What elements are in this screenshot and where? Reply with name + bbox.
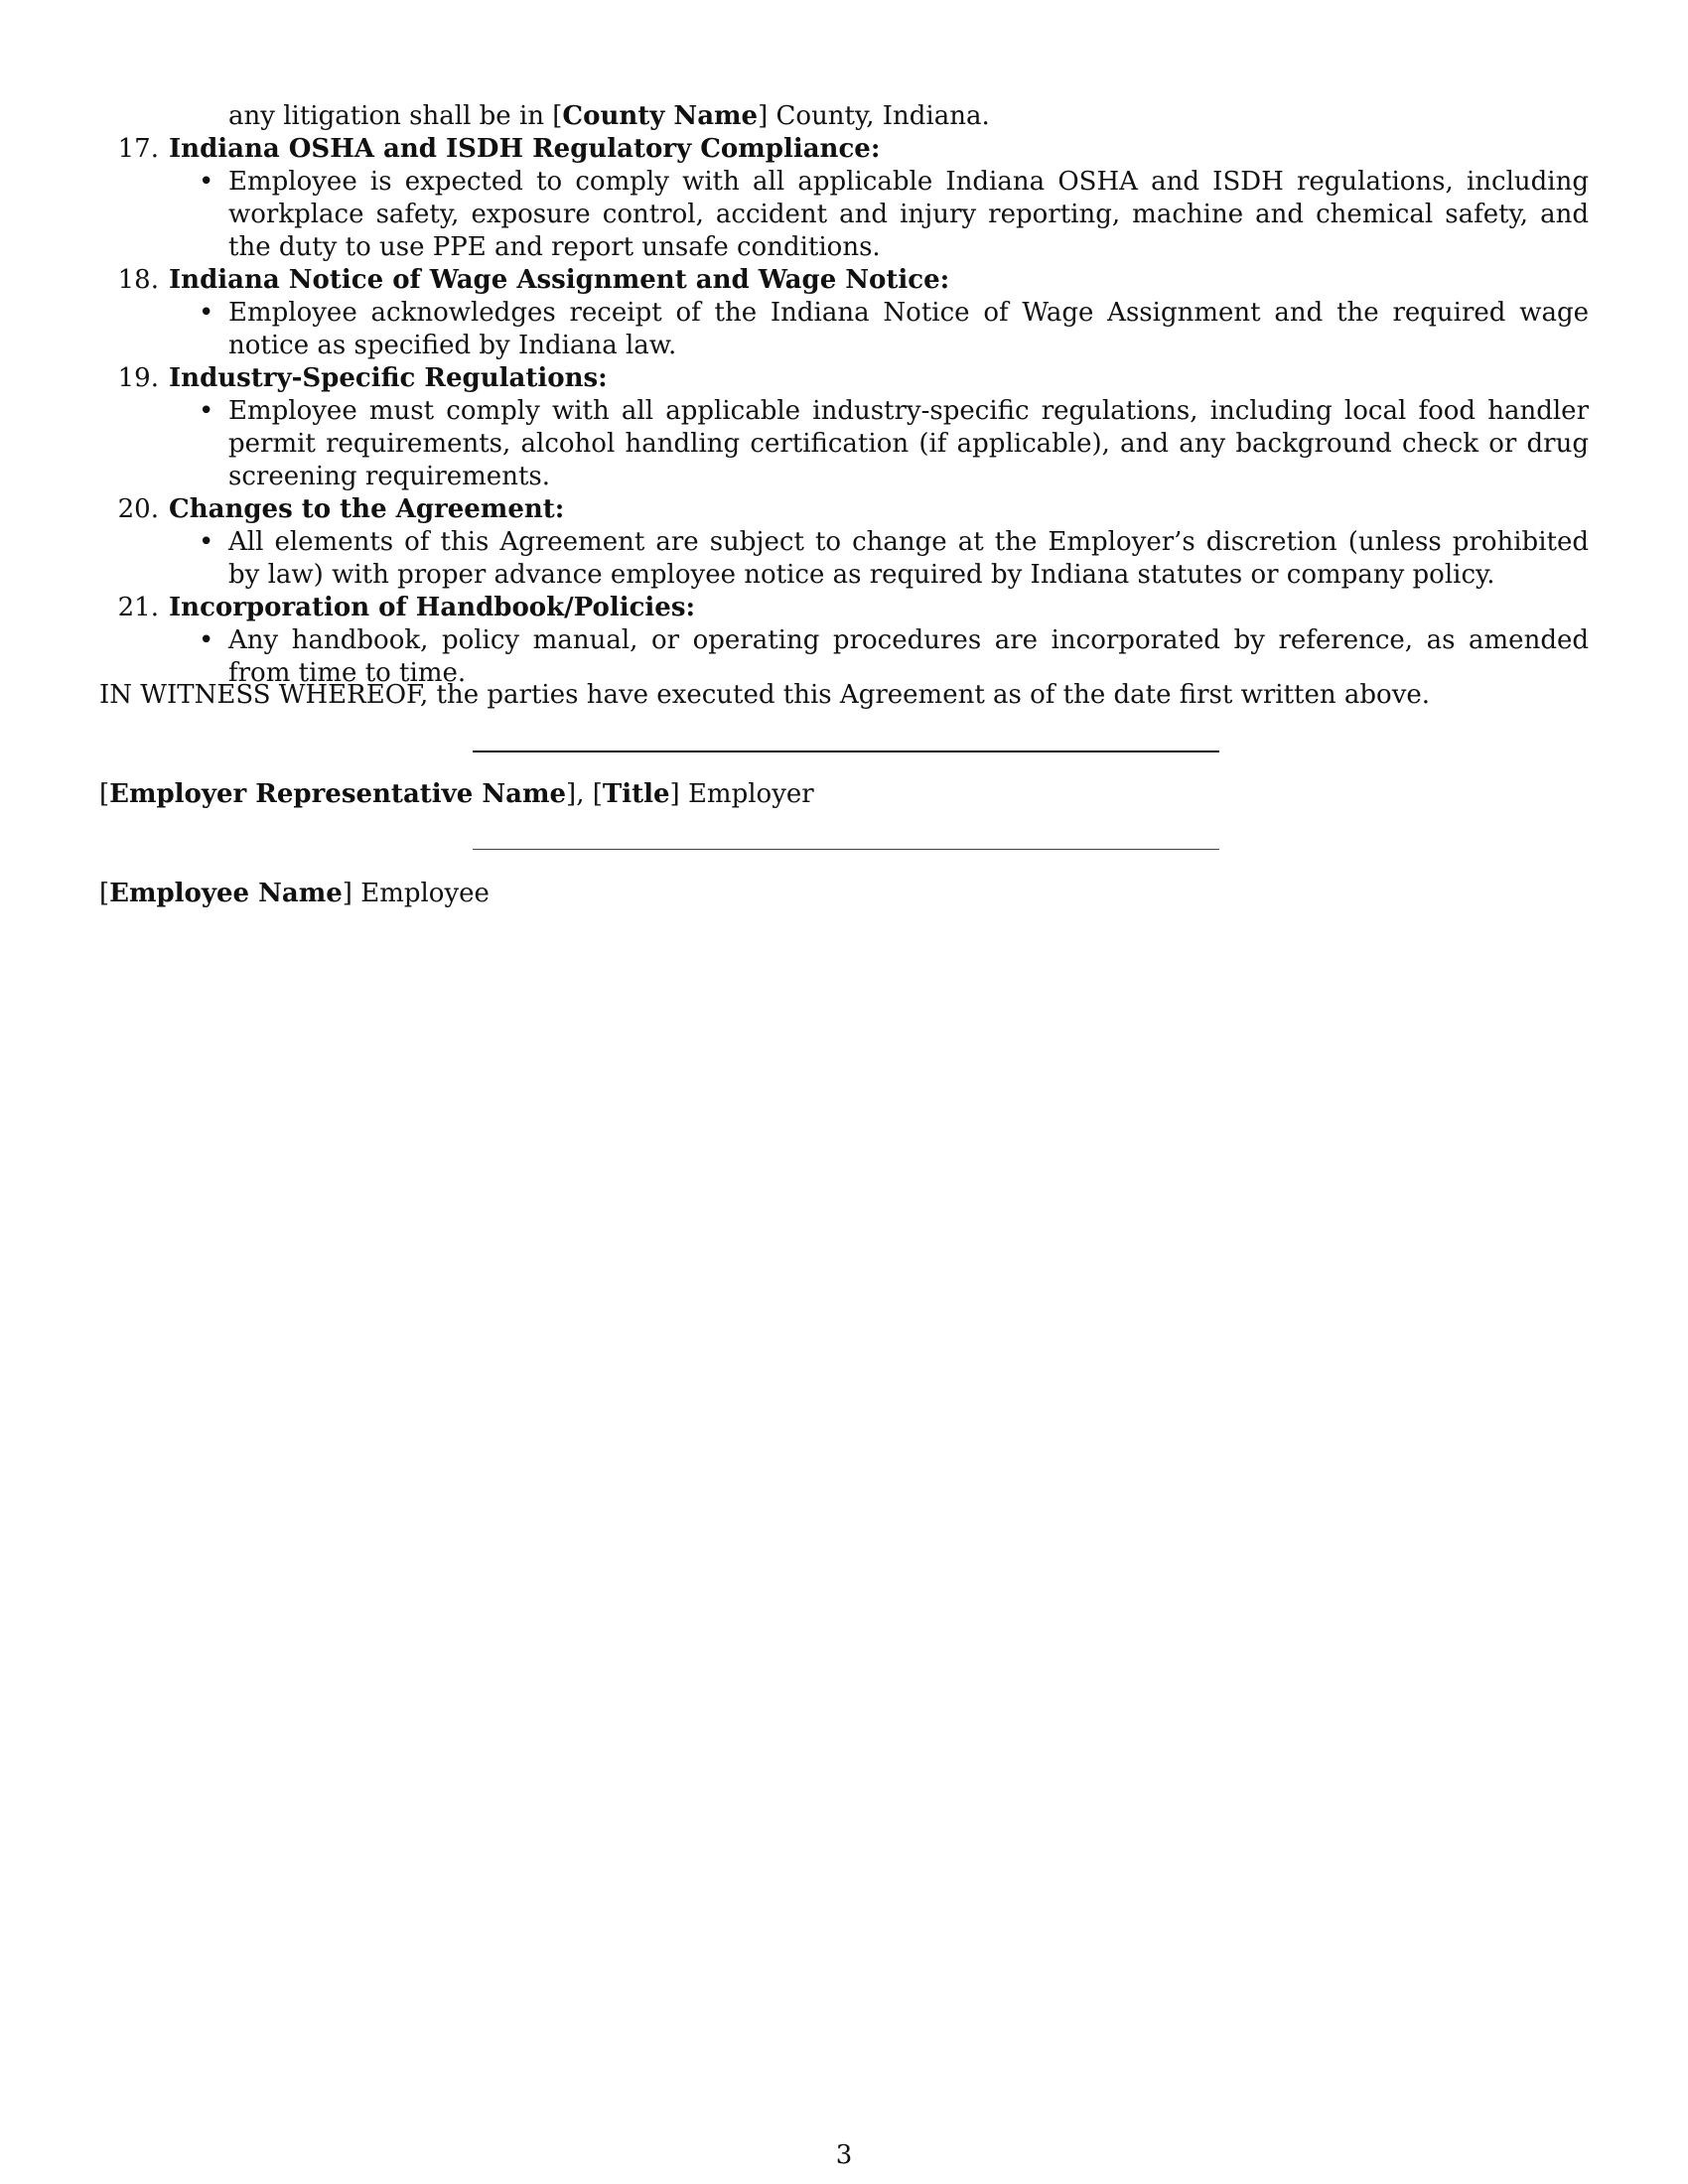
- employer-role-label: Employer: [687, 779, 814, 809]
- section-number: 17.: [117, 134, 159, 164]
- bullet-item: • Employee acknowledges receipt of the Indiana Notice of Wage Assignment and the required wage notice as specified by Indiana law.: [199, 298, 1589, 360]
- bullet-icon: •: [199, 167, 214, 197]
- continuation-line: any litigation shall be in [County Name] County, Indiana.: [228, 101, 990, 131]
- section-heading: Industry-Specific Regulations:: [169, 363, 608, 393]
- section-19: [99, 362, 1589, 493]
- section-17: [99, 133, 1589, 264]
- section-number: 21.: [117, 593, 159, 622]
- section-number: 18.: [117, 265, 159, 295]
- section-heading: Changes to the Agreement:: [169, 494, 565, 524]
- bullet-item: • All elements of this Agreement are subject to change at the Employer’s discretion (unless prohibited by law) with proper advance employee notice as required by Indiana statutes or company policy.: [199, 527, 1589, 590]
- section-heading: Incorporation of Handbook/Policies:: [169, 593, 696, 622]
- section-18: [99, 264, 1589, 362]
- bullet-item: • Any handbook, policy manual, or operating procedures are incorporated by reference, as amended from time to time.: [199, 625, 1589, 688]
- section-number: 19.: [117, 363, 159, 393]
- bullet-item: • Employee must comply with all applicable industry-specific regulations, including local food handler permit requirements, alcohol handling certification (if applicable), and any background check or drug screening requirements.: [199, 396, 1589, 491]
- section-21: [99, 592, 1589, 690]
- page-number: 3: [835, 2140, 853, 2170]
- section-list: [99, 133, 1589, 690]
- employee-signature-block: [Employee Name] Employee: [99, 879, 490, 908]
- employer-rep-title: Title: [602, 779, 670, 809]
- bullet-icon: •: [199, 527, 214, 557]
- employer-signature-line: [473, 751, 1219, 752]
- section-heading: Indiana Notice of Wage Assignment and Wage Notice:: [169, 265, 950, 295]
- witness-clause: IN WITNESS WHEREOF, the parties have executed this Agreement as of the date first written above.: [99, 680, 1431, 710]
- section-heading: Indiana OSHA and ISDH Regulatory Compliance:: [169, 134, 881, 164]
- bullet-item: • Employee is expected to comply with all applicable Indiana OSHA and ISDH regulations, including workplace safety, exposure control, accident and injury reporting, machine and chemical safety, and the duty to use PPE and report unsafe conditions.: [199, 167, 1589, 262]
- bullet-icon: •: [199, 625, 214, 655]
- employee-role-label: Employee: [360, 879, 490, 908]
- bullet-icon: •: [199, 396, 214, 426]
- section-number: 20.: [117, 494, 159, 524]
- bullet-icon: •: [199, 298, 214, 328]
- employer-rep-name: Employer Representative Name: [109, 779, 567, 809]
- employee-name: Employee Name: [109, 879, 343, 908]
- county-name-placeholder: County Name: [562, 101, 759, 131]
- employer-signature-block: [Employer Representative Name], [Title] Employer: [99, 779, 814, 809]
- section-20: [99, 493, 1589, 592]
- employee-signature-line: [473, 849, 1219, 850]
